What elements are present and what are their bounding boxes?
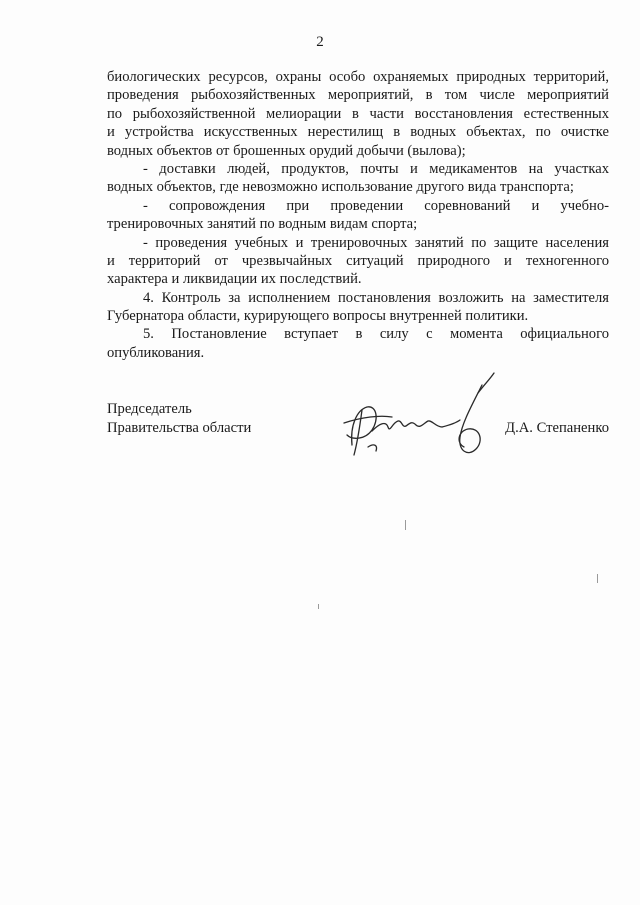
signatory-name: Д.А. Степаненко: [505, 420, 609, 436]
scan-artifact: [597, 574, 598, 583]
list-item-training: [107, 234, 609, 289]
signature-block: [107, 400, 609, 480]
position-line: Председатель: [107, 401, 192, 417]
text-line: Губернатора области, курирующего вопросы внутренней политики.: [107, 308, 529, 325]
text-line: - сопровождения при проведении соревнований и учебно-: [143, 197, 609, 214]
position-line: Правительства области: [107, 420, 252, 436]
text-line: 4. Контроль за исполнением постановления возложить на заместителя: [143, 289, 609, 306]
paragraph-continuation: [107, 68, 609, 160]
handwritten-signature: [332, 365, 512, 475]
list-item-delivery: [107, 160, 609, 197]
text-line: по рыбохозяйственной мелиорации в части восстановления естественных: [107, 105, 609, 122]
text-line: тренировочных занятий по водным видам спорта;: [107, 216, 418, 233]
text-line: - доставки людей, продуктов, почты и медикаментов на участках: [143, 160, 609, 177]
text-line: водных объектов от брошенных орудий добычи (вылова);: [107, 142, 466, 159]
text-line: и устройства искусственных нерестилищ в водных объектах, по очистке: [107, 124, 609, 141]
document-body: [107, 68, 609, 362]
scan-artifact: [405, 520, 406, 530]
clause-4-control: [107, 289, 609, 326]
text-line: проведения рыбохозяйственных мероприятий, в том числе мероприятий: [107, 87, 609, 104]
text-line: биологических ресурсов, охраны особо охраняемых природных территорий,: [107, 69, 609, 85]
page-number: 2: [316, 34, 324, 50]
clause-5-effect: [107, 325, 609, 362]
text-line: и территорий от чрезвычайных ситуаций природного и техногенного: [107, 252, 609, 269]
scan-artifact: [318, 604, 319, 609]
signatory-position: [107, 400, 251, 438]
text-line: 5. Постановление вступает в силу с момента официального: [143, 326, 609, 343]
text-line: опубликования.: [107, 344, 205, 361]
text-line: водных объектов, где невозможно использование другого вида транспорта;: [107, 179, 574, 196]
list-item-escort: [107, 197, 609, 234]
text-line: характера и ликвидации их последствий.: [107, 271, 362, 288]
text-line: - проведения учебных и тренировочных занятий по защите населения: [143, 234, 609, 251]
